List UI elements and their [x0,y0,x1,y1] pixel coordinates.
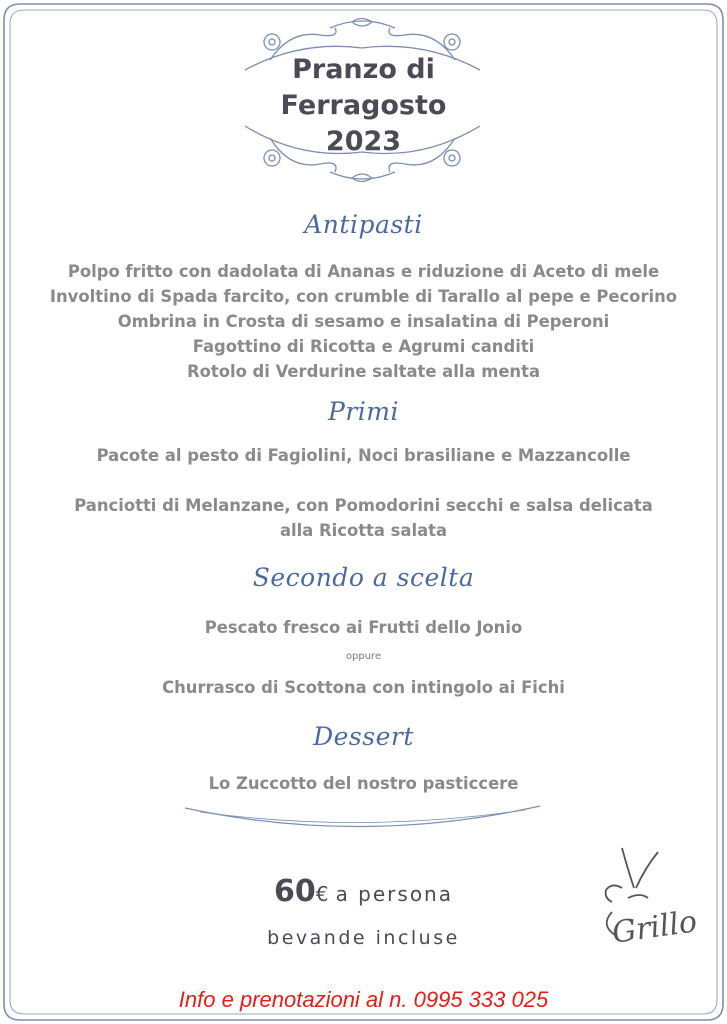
dish-item: Ombrina in Crosta di sesamo e insalatina di Peperoni [117,312,610,331]
price-per: a persona [335,882,453,906]
dish-item: Lo Zuccotto del nostro pasticcere [208,774,519,793]
drinks-included: bevande incluse [267,927,460,949]
dish-item: Involtino di Spada farcito, con crumble di Tarallo al pepe e Pecorino [49,287,678,306]
dish-item: Panciotti di Melanzane, con Pomodorini secchi e salsa delicata [74,496,653,515]
page-title [0,52,727,160]
swoosh-divider [185,806,540,827]
dish-item: Churrasco di Scottona con intingolo ai Fichi [162,678,565,697]
title-line-2: Ferragosto [280,90,447,121]
section-primi-heading: Primi [328,397,399,426]
title-line-1: Pranzo di [292,54,435,85]
info-phone: Info e prenotazioni al n. 0995 333 025 [178,987,549,1012]
antipasti-list [0,259,727,384]
dish-item: alla Ricotta salata [279,521,448,540]
oppure-label: oppure [345,651,382,662]
price-currency: € [315,882,331,906]
dish-item: Fagottino di Ricotta e Agrumi canditi [192,337,535,356]
price-row [0,874,727,909]
title-line-3: 2023 [325,126,402,157]
dish-item: Rotolo di Verdurine saltate alla menta [186,362,540,381]
dish-item: Pacote al pesto di Fagiolini, Noci brasiliane e Mazzancolle [96,446,631,465]
dish-item: Polpo fritto con dadolata di Ananas e riduzione di Aceto di mele [67,262,660,281]
section-secondo-heading: Secondo a scelta [252,563,475,592]
grillo-logo-text: Grillo [609,904,700,951]
section-dessert-heading: Dessert [313,722,414,751]
section-antipasti-heading: Antipasti [304,210,423,239]
price-amount: 60 [273,874,316,909]
dish-item: Pescato fresco ai Frutti dello Jonio [204,618,523,637]
